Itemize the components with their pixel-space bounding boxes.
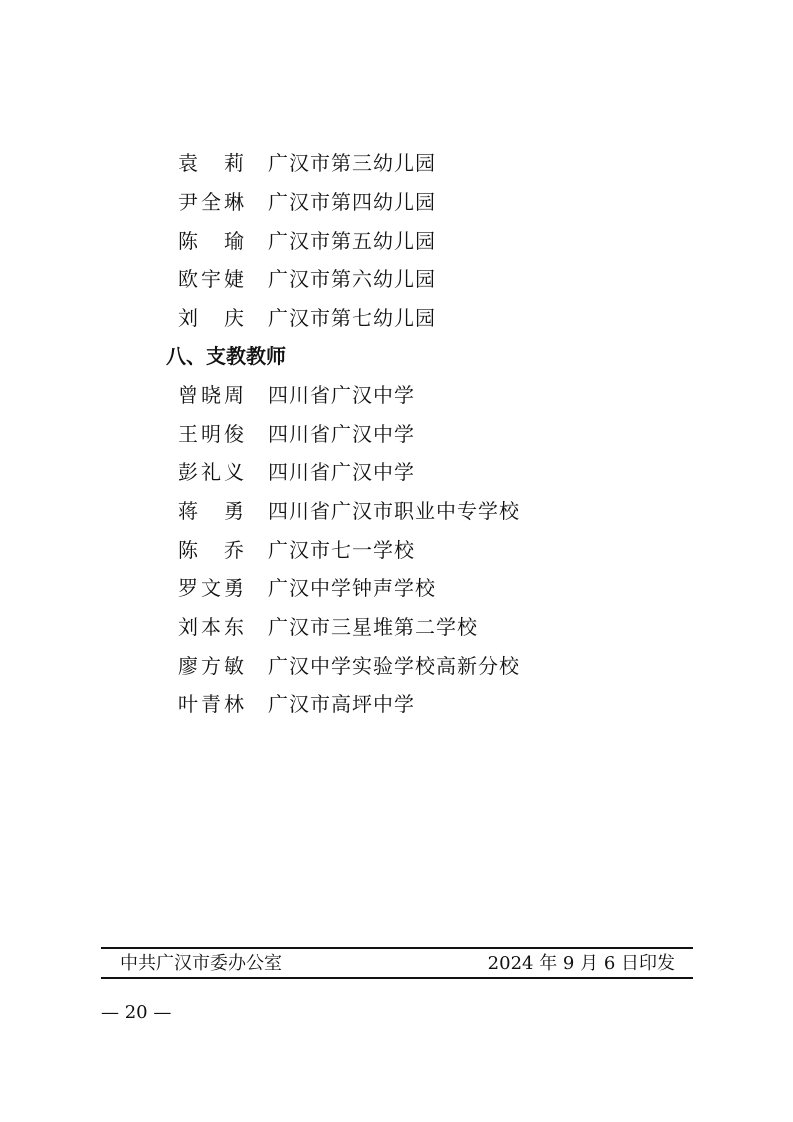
- work-unit: 广汉市七一学校: [268, 538, 415, 562]
- person-name: 袁 莉: [178, 151, 244, 175]
- list-item: [178, 689, 415, 719]
- work-unit: 广汉市高坪中学: [268, 692, 415, 716]
- person-name: 彭礼义: [178, 460, 244, 484]
- list-item: [178, 419, 415, 449]
- work-unit: 广汉市第三幼儿园: [268, 151, 436, 175]
- list-item: [178, 380, 415, 410]
- work-unit: 广汉市三星堆第二学校: [268, 615, 478, 639]
- person-name: 叶青林: [178, 692, 244, 716]
- person-name: 陈 瑜: [178, 229, 244, 253]
- list-item: [178, 226, 436, 256]
- section-heading: 八、支教教师: [166, 344, 286, 368]
- list-item: [178, 303, 436, 333]
- person-name: 罗文勇: [178, 576, 244, 600]
- footer-top-rule: [101, 947, 693, 949]
- list-item: [178, 148, 436, 178]
- work-unit: 四川省广汉市职业中专学校: [268, 499, 520, 523]
- issuing-office: 中共广汉市委办公室: [120, 953, 282, 974]
- footer-bottom-rule: [101, 977, 693, 979]
- list-item: [178, 457, 415, 487]
- list-item: [178, 535, 415, 565]
- person-name: 刘本东: [178, 615, 244, 639]
- page-number: — 20 —: [101, 1002, 172, 1023]
- list-item: [178, 264, 436, 294]
- person-name: 蒋 勇: [178, 499, 244, 523]
- issue-date: 2024 年 9 月 6 日印发: [487, 953, 675, 974]
- list-item: [178, 496, 520, 526]
- work-unit: 四川省广汉中学: [268, 460, 415, 484]
- work-unit: 四川省广汉中学: [268, 422, 415, 446]
- list-item: [178, 573, 436, 603]
- work-unit: 广汉中学实验学校高新分校: [268, 654, 520, 678]
- work-unit: 广汉中学钟声学校: [268, 576, 436, 600]
- work-unit: 四川省广汉中学: [268, 383, 415, 407]
- work-unit: 广汉市第七幼儿园: [268, 306, 436, 330]
- person-name: 王明俊: [178, 422, 244, 446]
- work-unit: 广汉市第五幼儿园: [268, 229, 436, 253]
- person-name: 刘 庆: [178, 306, 244, 330]
- person-name: 曾晓周: [178, 383, 244, 407]
- person-name: 陈 乔: [178, 538, 244, 562]
- person-name: 尹全琳: [178, 190, 244, 214]
- person-name: 廖方敏: [178, 654, 244, 678]
- list-item: [178, 187, 436, 217]
- work-unit: 广汉市第六幼儿园: [268, 267, 436, 291]
- list-item: [178, 651, 520, 681]
- list-item: [178, 612, 478, 642]
- work-unit: 广汉市第四幼儿园: [268, 190, 436, 214]
- person-name: 欧宇婕: [178, 267, 244, 291]
